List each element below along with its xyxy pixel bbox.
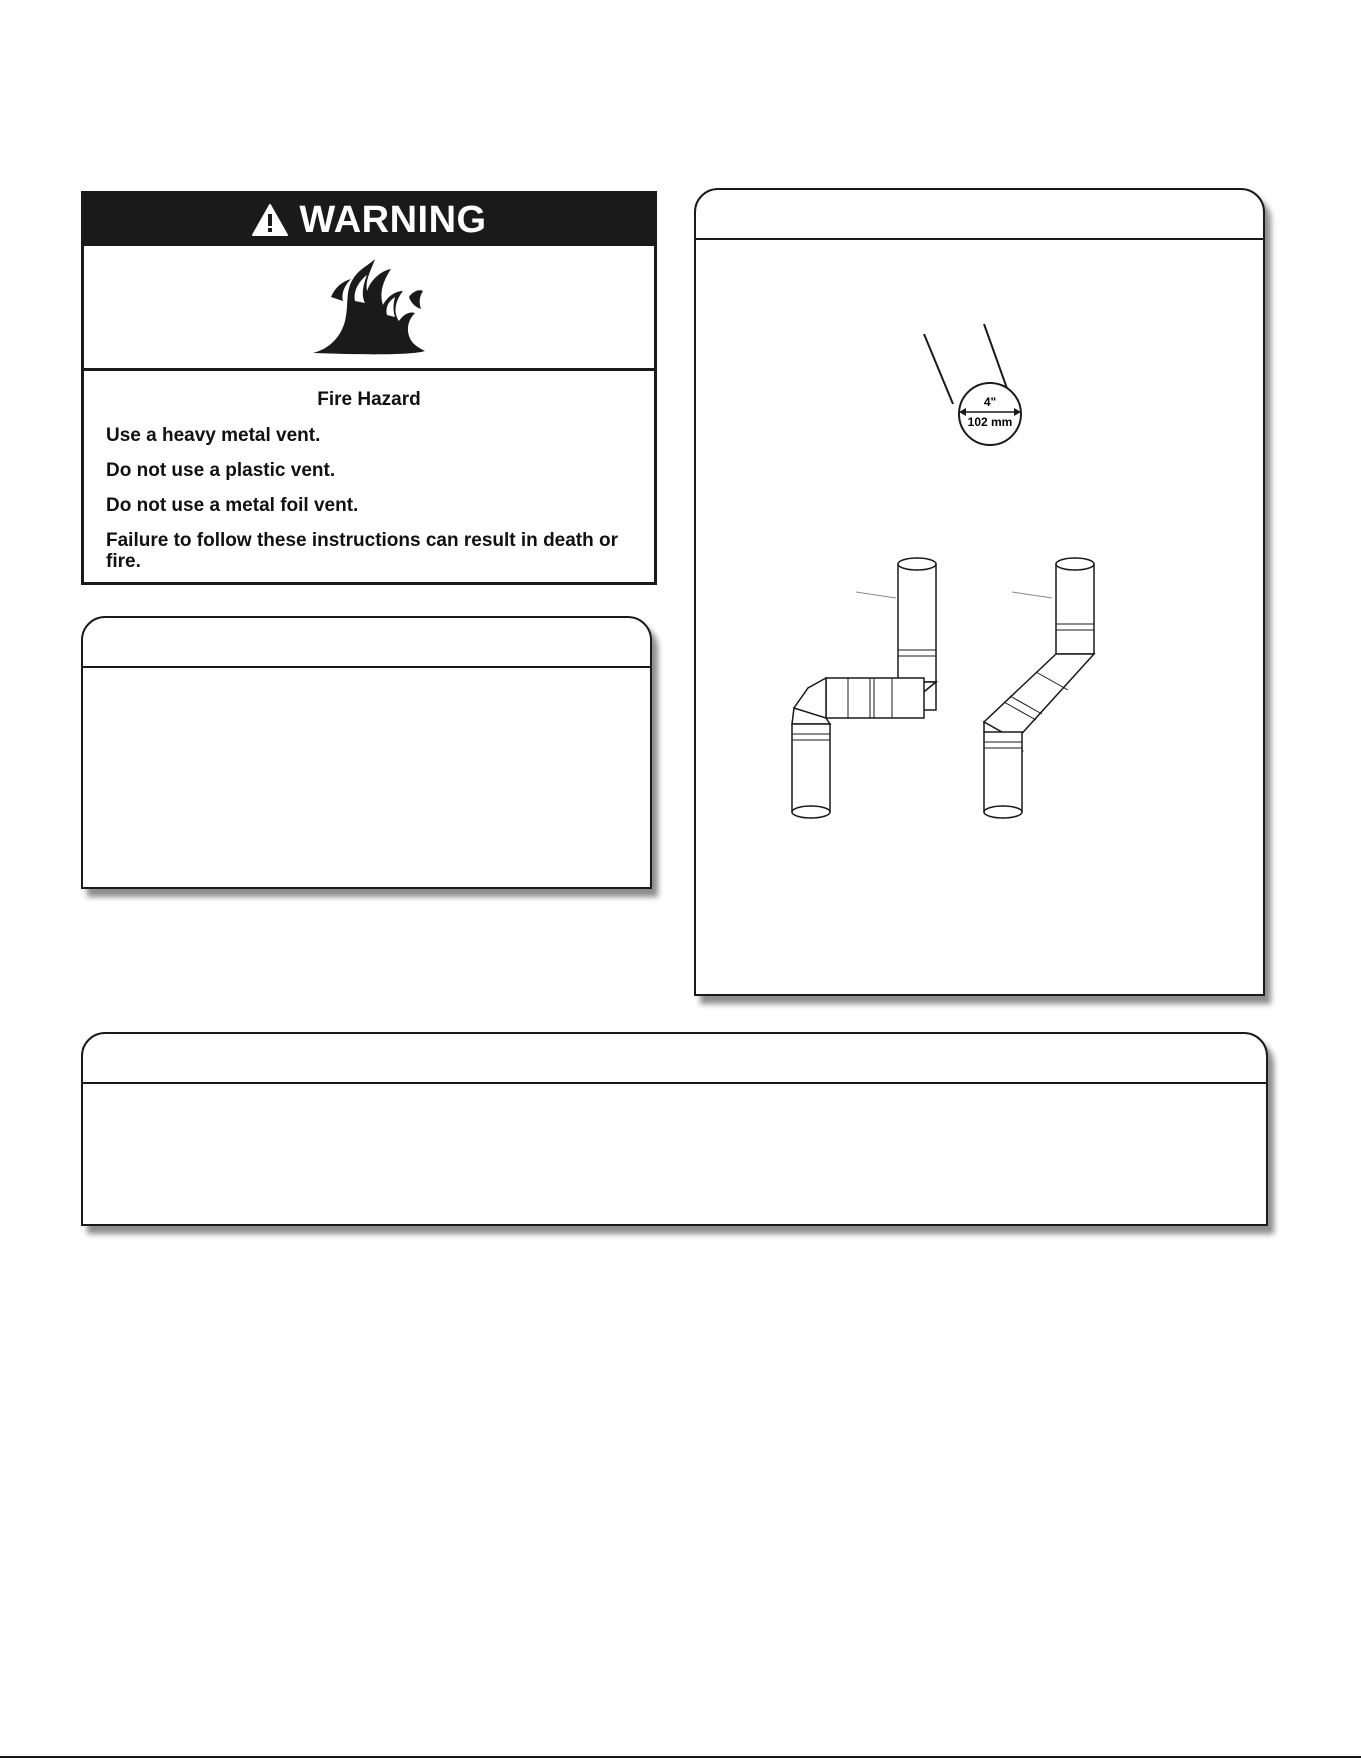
hazard-title: Fire Hazard bbox=[317, 389, 421, 410]
flame-icon-area bbox=[84, 246, 654, 371]
panel-header bbox=[696, 190, 1263, 240]
warning-line: Do not use a plastic vent. bbox=[106, 459, 336, 481]
left-info-panel bbox=[81, 616, 652, 889]
vent-diameter-illustration bbox=[924, 324, 1021, 445]
warning-title: WARNING bbox=[299, 198, 487, 241]
warning-line: Failure to follow these instructions can result in death or fire. bbox=[106, 529, 619, 573]
vent-diagram bbox=[696, 240, 1263, 996]
elbow-vent-left bbox=[792, 558, 936, 818]
warning-header bbox=[84, 194, 654, 246]
diameter-inches-label: 4" bbox=[983, 395, 997, 409]
vent-diagram-panel bbox=[694, 188, 1265, 996]
wide-info-panel bbox=[81, 1032, 1268, 1226]
panel-header bbox=[83, 1034, 1266, 1084]
diameter-mm-label: 102 mm bbox=[967, 415, 1013, 429]
warning-line: Use a heavy metal vent. bbox=[106, 425, 321, 446]
flame-icon bbox=[309, 257, 429, 357]
footer-rule bbox=[0, 1756, 1361, 1758]
elbow-vent-right bbox=[984, 558, 1094, 818]
panel-header bbox=[83, 618, 650, 668]
warning-box bbox=[81, 191, 657, 585]
warning-body bbox=[84, 371, 654, 573]
warning-triangle-icon bbox=[251, 203, 289, 237]
warning-line: Do not use a metal foil vent. bbox=[106, 494, 359, 516]
